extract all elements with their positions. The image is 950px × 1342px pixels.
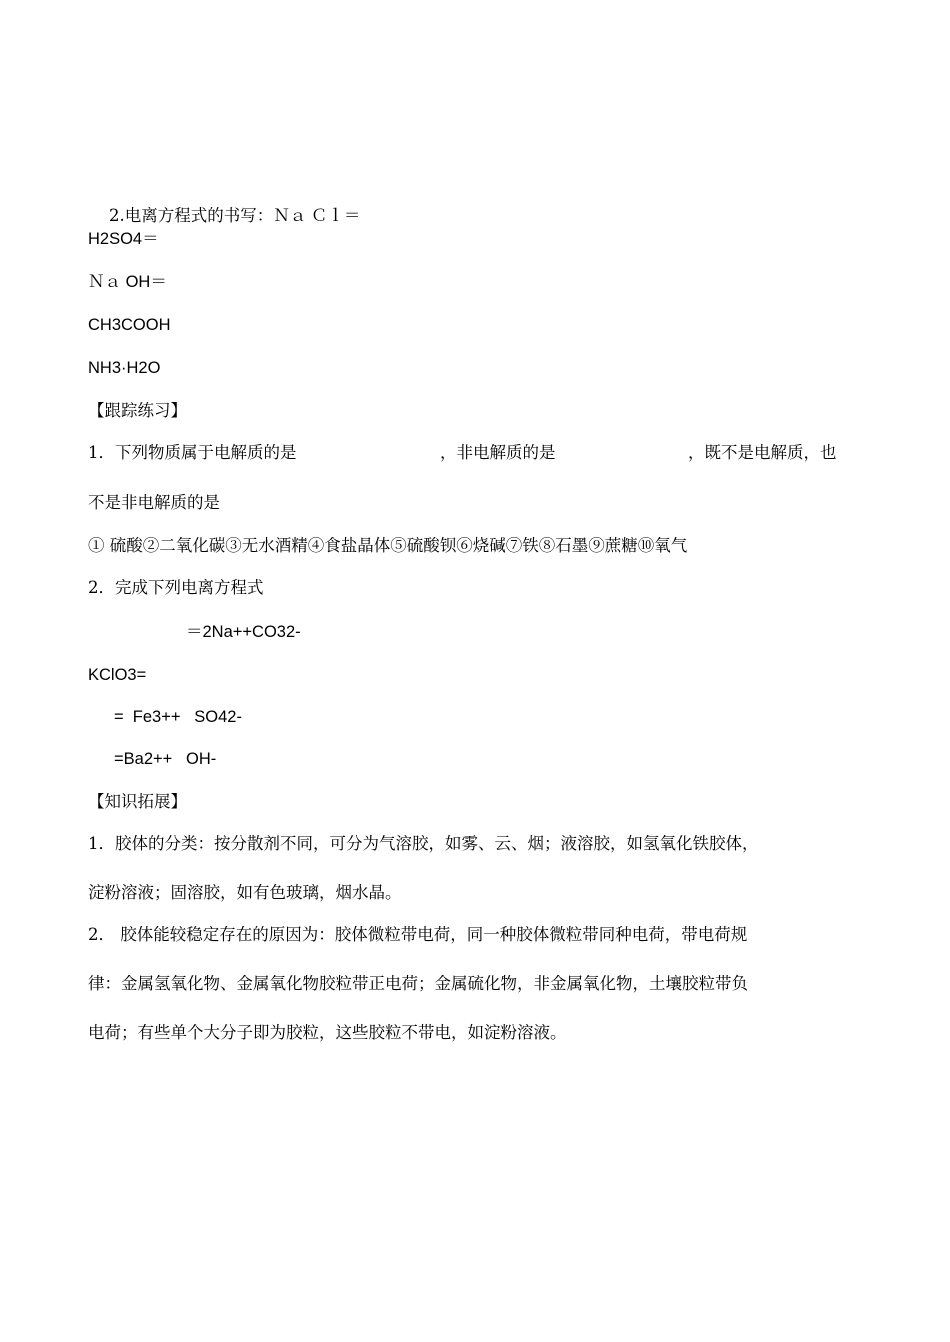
nh3h2o-equation: NH3·H2O [88,359,161,377]
q1-items: ① 硫酸②二氧化碳③无水酒精④食盐晶体⑤硫酸钡⑥烧碱⑦铁⑧石墨⑨蔗糖⑩氧气 [88,536,688,555]
ionization-heading: 2.电离方程式的书写： [108,206,274,225]
ch3cooh-equation: CH3COOH [88,316,171,334]
ext-p2-line2: 律：金属氢氧化物、金属氧化物胶粒带正电荷；金属硫化物，非金属氧化物，土壤胶粒带负 [88,974,748,993]
eq-fe-sulfate: = Fe3++ SO42- [114,708,242,726]
q1-part-c: ，既不是电解质，也 [688,443,837,462]
extension-title: 【知识拓展】 [88,792,187,811]
ext-p2-line1: 2． 胶体能较稳定存在的原因为：胶体微粒带电荷，同一种胶体微粒带同种电荷，带电荷规 [88,925,748,944]
eq-na2co3: ＝2Na++CO32- [186,623,301,641]
ext-p1-line2: 淀粉溶液；固溶胶，如有色玻璃，烟水晶。 [88,883,402,902]
naoh-equation: Ｎａ OH＝ [88,273,167,291]
q1-part-d: 不是非电解质的是 [88,493,220,512]
eq-kclo3: KClO3= [88,666,147,684]
ext-p2-line3: 电荷；有些单个大分子即为胶粒，这些胶粒不带电，如淀粉溶液。 [88,1023,567,1042]
q1-part-a: 1．下列物质属于电解质的是 [88,443,297,462]
q1-part-b: ，非电解质的是 [440,443,556,462]
ext-p1-line1: 1．胶体的分类：按分散剂不同，可分为气溶胶，如雾、云、烟；液溶胶，如氢氧化铁胶体， [88,834,759,853]
q2-title: 2．完成下列电离方程式 [88,578,264,597]
nacl-equation: Ｎａ Ｃｌ＝ [273,207,361,225]
h2so4-equation: H2SO4＝ [88,230,159,248]
eq-ba-hydroxide: =Ba2++ OH- [114,750,217,768]
practice-title: 【跟踪练习】 [88,401,187,420]
